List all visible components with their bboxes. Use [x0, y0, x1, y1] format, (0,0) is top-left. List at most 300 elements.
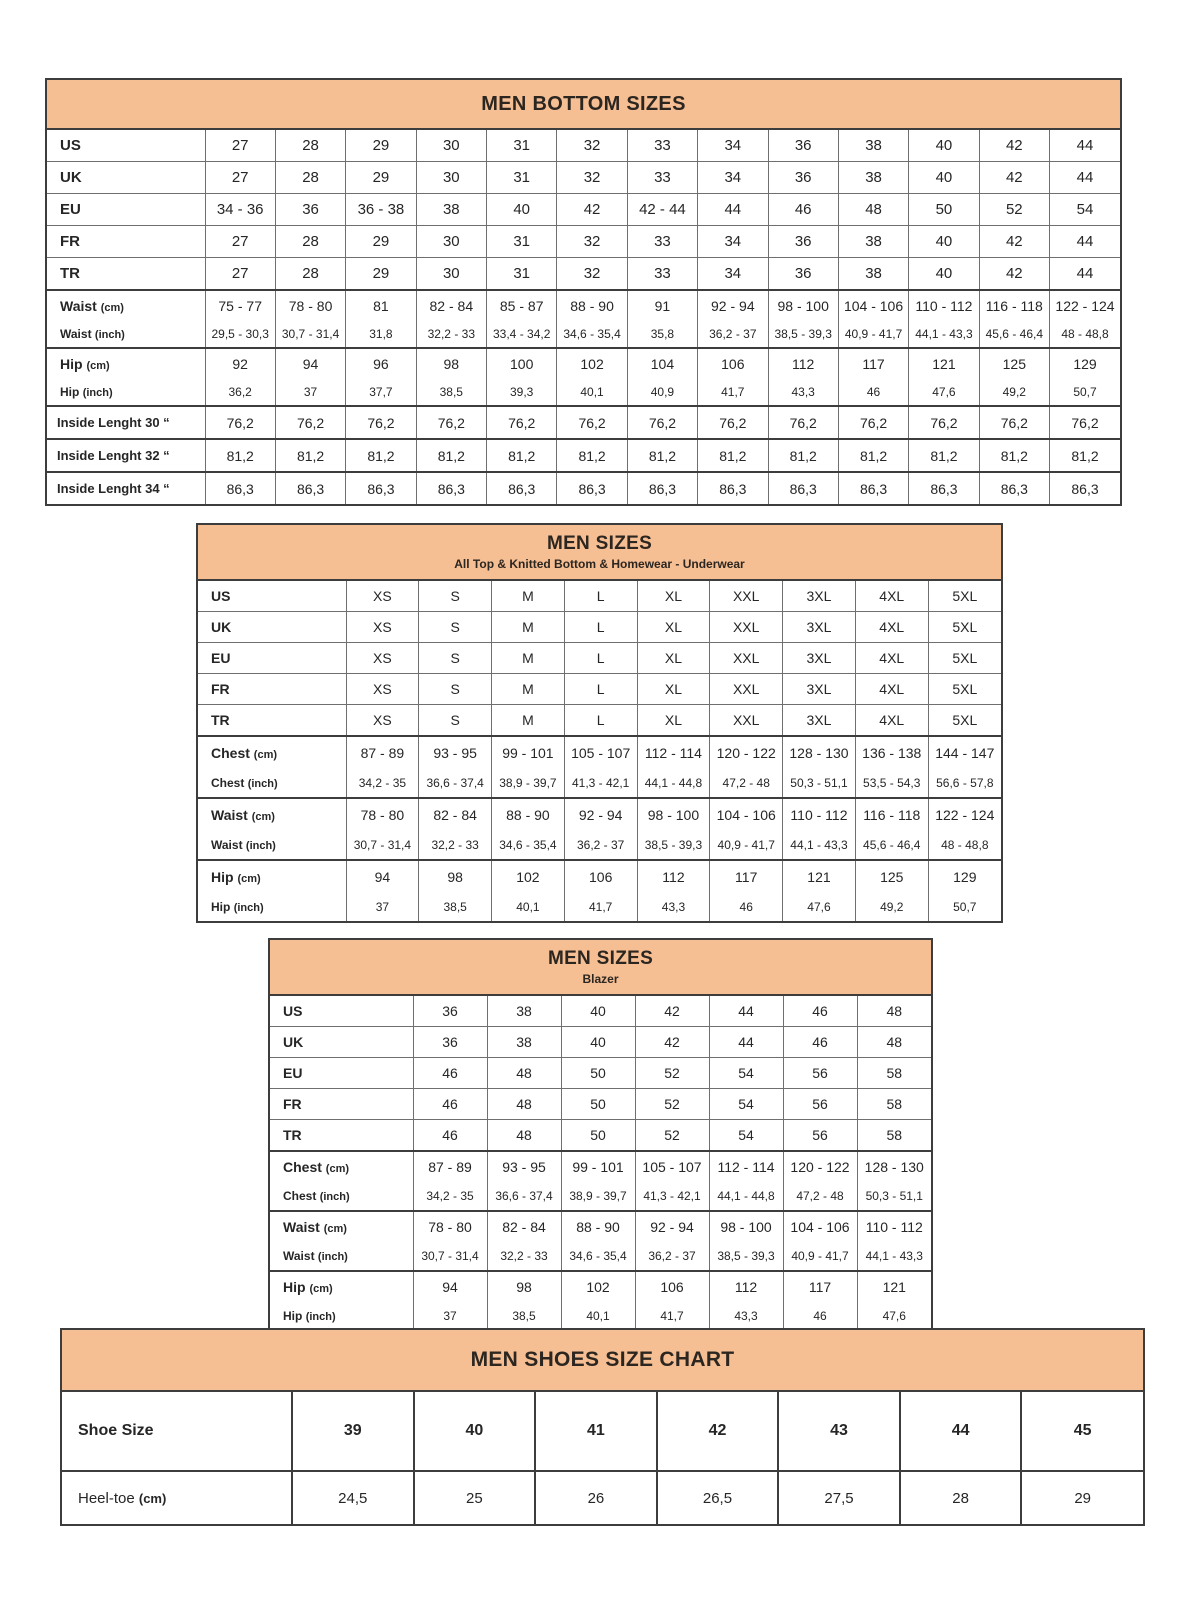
cell: 121 — [857, 1271, 931, 1302]
cell: 41,7 — [564, 892, 637, 921]
cell: 34,6 - 35,4 — [561, 1242, 635, 1271]
cell: 106 — [698, 348, 768, 378]
table-row — [198, 830, 1001, 860]
cell: 94 — [275, 348, 345, 378]
row-label — [47, 194, 205, 226]
cell: M — [492, 612, 565, 643]
cell: 46 — [413, 1120, 487, 1152]
cell: 29,5 - 30,3 — [205, 320, 275, 348]
cell: 50,3 - 51,1 — [783, 768, 856, 798]
row-label-unit: (cm) — [138, 1490, 167, 1506]
cell: 42 - 44 — [627, 194, 697, 226]
cell: 76,2 — [487, 406, 557, 439]
cell: 54 — [709, 1120, 783, 1152]
cell: 47,2 - 48 — [710, 768, 783, 798]
cell: 112 - 114 — [709, 1151, 783, 1182]
cell: 43,3 — [768, 378, 838, 406]
cell: 78 - 80 — [346, 798, 419, 830]
cell: 129 — [928, 860, 1001, 892]
cell: 46 — [783, 996, 857, 1027]
cell: 96 — [346, 348, 416, 378]
cell: 5XL — [928, 674, 1001, 705]
cell: 38 — [416, 194, 486, 226]
row-label — [47, 378, 205, 406]
cell: 86,3 — [205, 472, 275, 504]
table-row — [47, 162, 1120, 194]
cell: 52 — [635, 1089, 709, 1120]
cell: S — [419, 581, 492, 612]
table-body — [62, 1392, 1143, 1524]
row-label-text: Waist — [60, 297, 97, 314]
row-label-text: Hip — [211, 899, 231, 914]
cell: 40,9 — [627, 378, 697, 406]
cell: 128 - 130 — [783, 736, 856, 768]
cell: 44 — [900, 1392, 1022, 1471]
row-label — [62, 1471, 292, 1524]
cell: 38,5 — [416, 378, 486, 406]
cell: 86,3 — [838, 472, 908, 504]
cell: 120 - 122 — [710, 736, 783, 768]
cell: 36 — [413, 1027, 487, 1058]
row-label — [270, 1302, 413, 1330]
cell: 50 — [561, 1089, 635, 1120]
table-body — [198, 581, 1001, 921]
cell: 48 - 48,8 — [1061, 326, 1109, 341]
cell: 32,2 - 33 — [419, 830, 492, 860]
row-label-unit: (cm) — [309, 1283, 333, 1295]
row-label — [47, 290, 205, 320]
table-subtitle: All Top & Knitted Bottom & Homewear - Underwear — [454, 557, 745, 571]
cell: XL — [637, 581, 710, 612]
cell: 81,2 — [487, 439, 557, 472]
cell: 34,6 - 35,4 — [557, 320, 627, 348]
cell: 81,2 — [275, 439, 345, 472]
cell: 29 — [346, 258, 416, 291]
cell: 4XL — [855, 643, 928, 674]
cell: 98 - 100 — [637, 798, 710, 830]
cell: 125 — [855, 860, 928, 892]
table-row — [198, 736, 1001, 768]
cell: 40 — [561, 1027, 635, 1058]
cell: 28 — [275, 258, 345, 291]
cell: 26,5 — [657, 1471, 779, 1524]
cell: 46 — [768, 194, 838, 226]
table-title: MEN SHOES SIZE CHART — [470, 1348, 735, 1371]
cell: 50,3 - 51,1 — [865, 1189, 923, 1203]
cell: 110 - 112 — [783, 798, 856, 830]
row-label — [47, 258, 205, 291]
cell: 54 — [1050, 194, 1121, 226]
cell: 34,2 - 35 — [346, 768, 419, 798]
row-label-unit: (inch) — [319, 1191, 350, 1203]
row-label-unit: (cm) — [86, 359, 110, 372]
cell: 39,3 — [487, 378, 557, 406]
cell: 34 — [698, 258, 768, 291]
cell: XL — [637, 643, 710, 674]
cell: 5XL — [928, 612, 1001, 643]
cell: XS — [346, 612, 419, 643]
cell: 39 — [292, 1392, 414, 1471]
cell: 30 — [416, 226, 486, 258]
row-label — [47, 472, 205, 504]
row-label-text: TR — [211, 712, 230, 728]
row-label-text: Waist — [283, 1249, 315, 1263]
row-label-text: UK — [283, 1034, 304, 1050]
cell: 98 — [419, 860, 492, 892]
cell: 48 — [487, 1058, 561, 1089]
table-row — [47, 258, 1120, 291]
cell: 82 - 84 — [416, 290, 486, 320]
table-body — [270, 996, 931, 1330]
cell: XL — [637, 705, 710, 737]
cell: 41,7 — [635, 1302, 709, 1330]
row-label-unit: (cm) — [323, 1223, 347, 1235]
cell: M — [492, 705, 565, 737]
cell: S — [419, 643, 492, 674]
table-row — [270, 1271, 931, 1302]
cell: 104 - 106 — [838, 290, 908, 320]
row-label — [47, 406, 205, 439]
row-label — [47, 130, 205, 162]
cell: 86,3 — [557, 472, 627, 504]
cell: 44 — [1050, 162, 1121, 194]
row-label-unit: (cm) — [237, 872, 261, 885]
cell: 28 — [275, 226, 345, 258]
row-label-text: US — [60, 137, 81, 154]
cell: 81,2 — [768, 439, 838, 472]
cell: 47,6 — [909, 378, 979, 406]
table-row — [270, 1242, 931, 1271]
cell: 112 — [768, 348, 838, 378]
cell: 35,8 — [627, 320, 697, 348]
cell: 34 — [698, 226, 768, 258]
cell: 27 — [205, 258, 275, 291]
row-label-text: FR — [60, 233, 80, 250]
cell: 44 — [709, 996, 783, 1027]
cell: 102 — [561, 1271, 635, 1302]
cell: 42 — [979, 130, 1049, 162]
row-label — [198, 736, 346, 768]
table-row — [47, 194, 1120, 226]
cell: 58 — [857, 1058, 931, 1089]
row-label — [270, 1120, 413, 1152]
cell: 43,3 — [637, 892, 710, 921]
cell: 76,2 — [698, 406, 768, 439]
table-row — [198, 798, 1001, 830]
cell: M — [492, 581, 565, 612]
cell: 41,3 - 42,1 — [635, 1182, 709, 1211]
cell: 92 - 94 — [635, 1211, 709, 1242]
cell: 29 — [346, 226, 416, 258]
cell: 36,6 - 37,4 — [419, 768, 492, 798]
cell: 85 - 87 — [487, 290, 557, 320]
cell: XS — [346, 581, 419, 612]
cell: 37 — [346, 892, 419, 921]
cell: L — [564, 612, 637, 643]
table-row — [270, 1182, 931, 1211]
cell: 42 — [979, 162, 1049, 194]
row-label — [270, 1182, 413, 1211]
cell: 38 — [838, 226, 908, 258]
cell: 76,2 — [1050, 406, 1121, 439]
cell: 37 — [275, 378, 345, 406]
cell: 81,2 — [346, 439, 416, 472]
cell: 41 — [535, 1392, 657, 1471]
cell: 76,2 — [909, 406, 979, 439]
row-label-text: Waist — [211, 806, 248, 823]
cell: 136 - 138 — [855, 736, 928, 768]
cell: 30 — [416, 162, 486, 194]
cell: 104 - 106 — [710, 798, 783, 830]
cell: 31 — [487, 226, 557, 258]
cell: M — [492, 674, 565, 705]
cell: 76,2 — [416, 406, 486, 439]
cell: 40 — [909, 258, 979, 291]
cell: 112 — [709, 1271, 783, 1302]
row-label — [198, 892, 346, 921]
cell: XL — [637, 674, 710, 705]
cell: 33 — [627, 226, 697, 258]
cell: 86,3 — [768, 472, 838, 504]
cell: 121 — [909, 348, 979, 378]
table-row — [198, 643, 1001, 674]
cell: 76,2 — [627, 406, 697, 439]
cell: XS — [346, 705, 419, 737]
cell: 36 — [768, 226, 838, 258]
cell: 42 — [635, 996, 709, 1027]
cell: 38,5 - 39,3 — [709, 1242, 783, 1271]
cell: 50 — [909, 194, 979, 226]
table-row — [270, 1120, 931, 1152]
cell: L — [564, 643, 637, 674]
cell: 81,2 — [557, 439, 627, 472]
row-label-text: Heel-toe — [78, 1489, 135, 1507]
men-sizes-blazer-table — [268, 938, 933, 1332]
cell: 5XL — [928, 643, 1001, 674]
cell: 81,2 — [979, 439, 1049, 472]
cell: 40 — [909, 226, 979, 258]
cell: 40 — [909, 130, 979, 162]
cell: 53,5 - 54,3 — [855, 768, 928, 798]
table-row — [47, 226, 1120, 258]
table-title-bar — [270, 940, 931, 996]
cell: 43 — [778, 1392, 900, 1471]
cell: 5XL — [928, 705, 1001, 737]
cell: XXL — [710, 674, 783, 705]
row-label-text: Hip — [60, 355, 83, 372]
row-label-text: Chest — [283, 1159, 322, 1175]
cell: 30 — [416, 258, 486, 291]
cell: 88 - 90 — [561, 1211, 635, 1242]
cell: 29 — [346, 130, 416, 162]
row-label-text: TR — [283, 1127, 302, 1143]
cell: 46 — [838, 378, 908, 406]
cell: 50 — [561, 1058, 635, 1089]
cell: 44,1 - 43,3 — [865, 1249, 923, 1263]
row-label — [270, 1058, 413, 1089]
cell: 104 — [627, 348, 697, 378]
cell: 46 — [413, 1058, 487, 1089]
row-label-text: UK — [211, 619, 232, 635]
cell: 94 — [346, 860, 419, 892]
cell: XXL — [710, 612, 783, 643]
cell: 92 - 94 — [564, 798, 637, 830]
cell: 46 — [413, 1089, 487, 1120]
cell: 76,2 — [557, 406, 627, 439]
cell: L — [564, 705, 637, 737]
cell: 36,6 - 37,4 — [487, 1182, 561, 1211]
cell: 99 - 101 — [492, 736, 565, 768]
cell: 44,1 - 44,8 — [637, 768, 710, 798]
table-row — [270, 1302, 931, 1330]
cell: 44 — [1050, 258, 1121, 291]
cell: 98 — [416, 348, 486, 378]
cell: 34 — [698, 162, 768, 194]
cell: 34,6 - 35,4 — [492, 830, 565, 860]
table-title: MEN BOTTOM SIZES — [481, 92, 686, 115]
cell: 47,2 - 48 — [783, 1182, 857, 1211]
cell: 54 — [709, 1089, 783, 1120]
row-label-unit: (cm) — [251, 810, 275, 823]
cell: 24,5 — [292, 1471, 414, 1524]
cell: 93 - 95 — [487, 1151, 561, 1182]
cell: 44,1 - 44,8 — [709, 1182, 783, 1211]
cell: XXL — [710, 581, 783, 612]
cell: 86,3 — [979, 472, 1049, 504]
row-label-text: Waist — [60, 326, 92, 341]
table-row — [270, 1151, 931, 1182]
row-label — [198, 705, 346, 737]
cell: 92 - 94 — [698, 290, 768, 320]
cell: 48 - 48,8 — [941, 837, 989, 852]
men-shoes-size-chart-table — [60, 1328, 1145, 1526]
table-row — [47, 378, 1120, 406]
cell: 56 — [783, 1089, 857, 1120]
cell: 40 — [561, 996, 635, 1027]
cell: S — [419, 674, 492, 705]
cell: 52 — [635, 1120, 709, 1152]
cell: 40 — [909, 162, 979, 194]
cell: 54 — [709, 1058, 783, 1089]
cell: 42 — [657, 1392, 779, 1471]
cell: 110 - 112 — [857, 1211, 931, 1242]
cell: 121 — [783, 860, 856, 892]
cell: 44 — [698, 194, 768, 226]
row-label-unit: (inch) — [245, 839, 276, 852]
size-grid — [47, 130, 1120, 504]
cell: 31,8 — [346, 320, 416, 348]
row-label-unit: (inch) — [305, 1311, 336, 1323]
cell: 117 — [838, 348, 908, 378]
cell: 81,2 — [416, 439, 486, 472]
cell: 40,9 - 41,7 — [710, 830, 783, 860]
cell: 76,2 — [979, 406, 1049, 439]
cell: 99 - 101 — [561, 1151, 635, 1182]
cell: 33 — [627, 258, 697, 291]
row-label-text: Hip — [283, 1279, 306, 1295]
cell: 76,2 — [275, 406, 345, 439]
cell: 31 — [487, 162, 557, 194]
cell: 33,4 - 34,2 — [487, 320, 557, 348]
table-title-bar — [47, 80, 1120, 130]
cell: 45,6 - 46,4 — [979, 320, 1049, 348]
table-row — [47, 439, 1120, 472]
cell: 46 — [783, 1027, 857, 1058]
cell: 81,2 — [1050, 439, 1121, 472]
row-label — [47, 439, 205, 472]
table-row — [198, 892, 1001, 921]
cell: 34 - 36 — [205, 194, 275, 226]
row-label-text: TR — [60, 265, 80, 282]
row-label — [62, 1392, 292, 1471]
cell: 26 — [535, 1471, 657, 1524]
table-row — [47, 348, 1120, 378]
cell: 106 — [635, 1271, 709, 1302]
cell: 32 — [557, 258, 627, 291]
table-row — [198, 768, 1001, 798]
cell: 81,2 — [838, 439, 908, 472]
cell: 36,2 - 37 — [635, 1242, 709, 1271]
cell: 112 — [637, 860, 710, 892]
cell: 88 - 90 — [492, 798, 565, 830]
cell: 44 — [709, 1027, 783, 1058]
cell: 120 - 122 — [783, 1151, 857, 1182]
cell: 40,9 - 41,7 — [838, 320, 908, 348]
cell: 30,7 - 31,4 — [275, 320, 345, 348]
cell: 48 — [487, 1089, 561, 1120]
cell: 41,3 - 42,1 — [564, 768, 637, 798]
row-label-unit: (cm) — [325, 1163, 350, 1175]
row-label-unit: (inch) — [317, 1251, 348, 1263]
cell: 45,6 - 46,4 — [855, 830, 928, 860]
cell: 46 — [710, 892, 783, 921]
cell: 86,3 — [346, 472, 416, 504]
cell: 58 — [857, 1089, 931, 1120]
cell: 38,5 — [419, 892, 492, 921]
table-title: MEN SIZES — [546, 533, 653, 554]
row-label-text: Hip — [60, 384, 80, 399]
table-row — [270, 1211, 931, 1242]
cell: 36 — [413, 996, 487, 1027]
cell: 30,7 - 31,4 — [346, 830, 419, 860]
cell: 52 — [635, 1058, 709, 1089]
table-subtitle: Blazer — [582, 972, 619, 986]
cell: 48 — [857, 1027, 931, 1058]
cell: 52 — [979, 194, 1049, 226]
cell: 32 — [557, 226, 627, 258]
row-label — [47, 320, 205, 348]
table-body — [47, 130, 1120, 504]
cell: 56,6 - 57,8 — [936, 775, 994, 790]
cell: 43,3 — [709, 1302, 783, 1330]
row-label — [270, 1242, 413, 1271]
cell: 31 — [487, 258, 557, 291]
cell: 98 - 100 — [768, 290, 838, 320]
cell: 3XL — [783, 643, 856, 674]
cell: 102 — [492, 860, 565, 892]
cell: 44,1 - 43,3 — [909, 320, 979, 348]
cell: 86,3 — [627, 472, 697, 504]
cell: 49,2 — [855, 892, 928, 921]
cell: 50 — [561, 1120, 635, 1152]
table-title: MEN SIZES — [547, 948, 654, 969]
men-sizes-tops-table — [196, 523, 1003, 923]
cell: 76,2 — [768, 406, 838, 439]
cell: 75 - 77 — [205, 290, 275, 320]
cell: 29 — [346, 162, 416, 194]
cell: 98 - 100 — [709, 1211, 783, 1242]
cell: 78 - 80 — [275, 290, 345, 320]
